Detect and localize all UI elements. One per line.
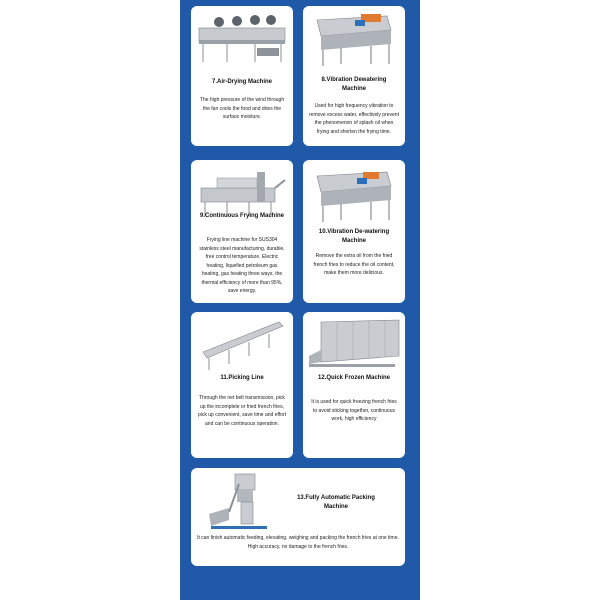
picking-line-icon [199, 316, 285, 372]
machine-description: Frying line machine for SUS304 stainless steel manufacturing, durable, free control temperature. Electric heating, liquefied petroleum gas heating, gas heating three ways, the thermal efficiency of more than 95%, save energy. [199, 237, 285, 294]
quick-frozen-machine-icon [307, 316, 401, 374]
machine-title: 12.Quick Frozen Machine [317, 375, 391, 381]
machine-card-quick-frozen [303, 312, 405, 458]
machine-description: Remove the extra oil from the fried french fries to reduce the oil content, make them more delicious. [313, 253, 395, 276]
machine-title: 11.Picking Line [220, 375, 264, 381]
machine-card-vibration-de-watering [303, 160, 405, 303]
machine-description: It is used for quick freezing french fries to avoid sticking together, continuous work, high efficiency [311, 399, 397, 422]
machine-title: 7.Air-Drying Machine [211, 79, 272, 85]
machine-title: 8.Vibration Dewatering Machine [321, 77, 387, 92]
machine-description: It can finish automatic feeding, elevating, weighing and packing the french fries at one time. High accuracy, no damage to the french fries. [197, 535, 399, 550]
vibration-dewatering-machine-icon [311, 10, 397, 70]
packing-machine-icon [207, 470, 271, 532]
machine-card-continuous-frying [191, 160, 293, 303]
machine-card-packing [191, 468, 405, 566]
machine-description: Through the net belt transmission, pick up the incomplete or fried french fries, pick up convenient, save time and effort and can be continuous operation. [197, 395, 286, 427]
machine-title: 9.Continuous Frying Machine [199, 213, 284, 219]
air-drying-machine-icon [197, 10, 287, 70]
machine-card-air-drying [191, 6, 293, 146]
machine-card-vibration-dewatering [303, 6, 405, 146]
machine-title: 10.Vibration De-watering Machine [318, 229, 390, 244]
machine-description: Used for high frequency vibration to remove excess water, effectively prevent the phenomenon of splash oil when frying and shorten the frying time. [309, 103, 399, 135]
machine-description: The high pressure of the wind through the fan cools the food and dries the surface moisture. [199, 97, 285, 120]
vibration-dewatering-machine-icon [311, 166, 397, 224]
machine-title: 13.Fully Automatic Packing Machine [297, 495, 375, 510]
machine-card-picking-line [191, 312, 293, 458]
